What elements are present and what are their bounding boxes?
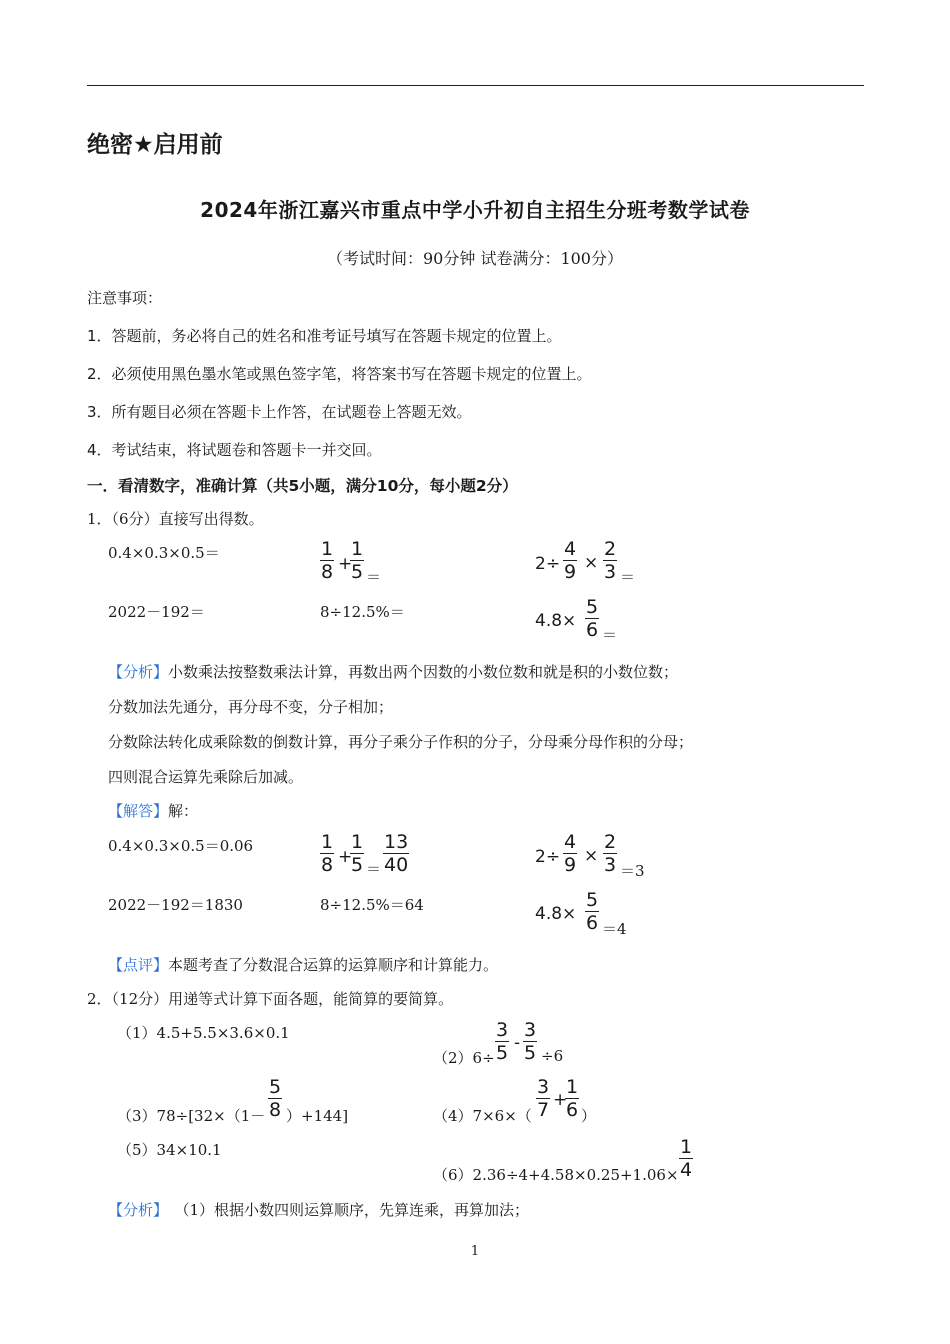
answer-lead: 解： (168, 802, 199, 820)
fraction: $\frac{4}{9}$ (564, 538, 577, 583)
q1-answer-5: 8÷12.5%＝64 (320, 896, 424, 914)
fraction: $\frac{5}{8}$ (269, 1076, 282, 1121)
analysis-line: 分数除法转化成乘除数的倒数计算，再分子乘分子作积的分子，分母乘分母作积的分母； (108, 733, 694, 751)
fraction: $\frac{5}{6}$ (586, 596, 599, 641)
q2-problem-1: （1）4.5+5.5×3.6×0.1 (117, 1024, 290, 1042)
fraction: $\frac{3}{5}$ (496, 1019, 509, 1064)
expr-text: 2÷ (535, 847, 561, 867)
q1-answer-4: 2022－192＝1830 (108, 896, 243, 914)
times-sign: × (584, 846, 599, 866)
q2-problem-4-suffix: ） (581, 1107, 597, 1125)
q2-analysis-block (108, 1199, 529, 1220)
notes-heading: 注意事项： (87, 289, 163, 307)
q2-problem-2-prefix: （2）6÷ (433, 1049, 495, 1067)
question-1-stem: 1．（6分）直接写出得数。 (87, 510, 264, 528)
fraction: $\frac{1}{6}$ (566, 1076, 579, 1121)
expr-text: 4.8× (535, 611, 577, 631)
q2-problem-6: （6）2.36÷4+4.58×0.25+1.06× (433, 1166, 679, 1184)
q1-answer-1: 0.4×0.3×0.5＝0.06 (108, 837, 254, 855)
q1-expr-5: 8÷12.5%＝ (320, 603, 405, 621)
fraction: $\frac{2}{3}$ (604, 538, 617, 583)
fraction: $\frac{1}{8}$ (321, 538, 334, 583)
q2-problem-3-prefix: （3）78÷[32×（1－ (117, 1107, 266, 1125)
page-number: 1 (470, 1244, 480, 1259)
fraction: $\frac{5}{6}$ (586, 889, 599, 934)
q1-answer-3-result: ＝3 (620, 862, 645, 880)
header-rule (87, 85, 864, 86)
minus-sign: - (514, 1033, 521, 1053)
plus-sign: + (553, 1090, 568, 1110)
comment-block (108, 954, 498, 975)
fraction: $\frac{4}{9}$ (564, 831, 577, 876)
comment-text: 本题考查了分数混合运算的运算顺序和计算能力。 (168, 956, 499, 974)
fraction: $\frac{3}{5}$ (524, 1019, 537, 1064)
q1-expr-4: 2022－192＝ (108, 603, 205, 621)
answer-block (108, 800, 198, 821)
note-item: 3．所有题目必须在答题卡上作答，在试题卷上答题无效。 (87, 403, 472, 421)
times-sign: × (584, 553, 599, 573)
exam-title: 2024年浙江嘉兴市重点中学小升初自主招生分班考数学试卷 (200, 198, 750, 222)
equals-sign: ＝ (620, 568, 636, 586)
question-2-stem: 2．（12分）用递等式计算下面各题，能简算的要简算。 (87, 990, 454, 1008)
analysis-line: 小数乘法按整数乘法计算，再数出两个因数的小数位数和就是积的小数位数； (168, 663, 679, 681)
confidential-label: 绝密★启用前 (87, 132, 223, 158)
note-item: 1．答题前，务必将自己的姓名和准考证号填写在答题卡规定的位置上。 (87, 327, 562, 345)
plus-sign: + (338, 847, 353, 867)
fraction: $\frac{1}{4}$ (680, 1136, 693, 1181)
analysis-line: 分数加法先通分，再分母不变，分子相加； (108, 698, 394, 716)
answer-tag: 【解答】 (108, 802, 169, 820)
analysis-tag: 【分析】 (108, 1201, 169, 1219)
comment-tag: 【点评】 (108, 956, 169, 974)
q1-expr-1: 0.4×0.3×0.5＝ (108, 544, 220, 562)
fraction: $\frac{13}{40}$ (384, 831, 409, 876)
analysis-line: （1）根据小数四则运算顺序，先算连乘，再算加法； (182, 1201, 530, 1219)
q2-problem-2-suffix: ÷6 (541, 1047, 564, 1065)
fraction: $\frac{2}{3}$ (604, 831, 617, 876)
fraction: $\frac{1}{5}$ (351, 831, 364, 876)
analysis-tag: 【分析】 (108, 663, 169, 681)
note-item: 2．必须使用黑色墨水笔或黑色签字笔，将答案书写在答题卡规定的位置上。 (87, 365, 592, 383)
fraction: $\frac{1}{8}$ (321, 831, 334, 876)
equals-sign: ＝ (602, 626, 618, 644)
equals-sign: ＝ (366, 568, 382, 586)
analysis-line: 四则混合运算先乘除后加减。 (108, 768, 304, 786)
fraction: $\frac{3}{7}$ (537, 1076, 550, 1121)
expr-text: 2÷ (535, 554, 561, 574)
plus-sign: + (338, 554, 353, 574)
q2-problem-3-suffix: ）+144] (286, 1107, 349, 1125)
equals-sign: ＝ (366, 860, 382, 878)
exam-subtitle: （考试时间：90分钟 试卷满分：100分） (327, 249, 623, 268)
q2-problem-5: （5）34×10.1 (117, 1141, 222, 1159)
q1-answer-6-result: ＝4 (602, 920, 627, 938)
section-heading: 一．看清数字，准确计算（共5小题，满分10分，每小题2分） (87, 477, 518, 495)
q2-problem-4-prefix: （4）7×6×（ (433, 1107, 532, 1125)
fraction: $\frac{1}{5}$ (351, 538, 364, 583)
expr-text: 4.8× (535, 904, 577, 924)
note-item: 4．考试结束，将试题卷和答题卡一并交回。 (87, 441, 382, 459)
analysis-block (108, 661, 678, 682)
